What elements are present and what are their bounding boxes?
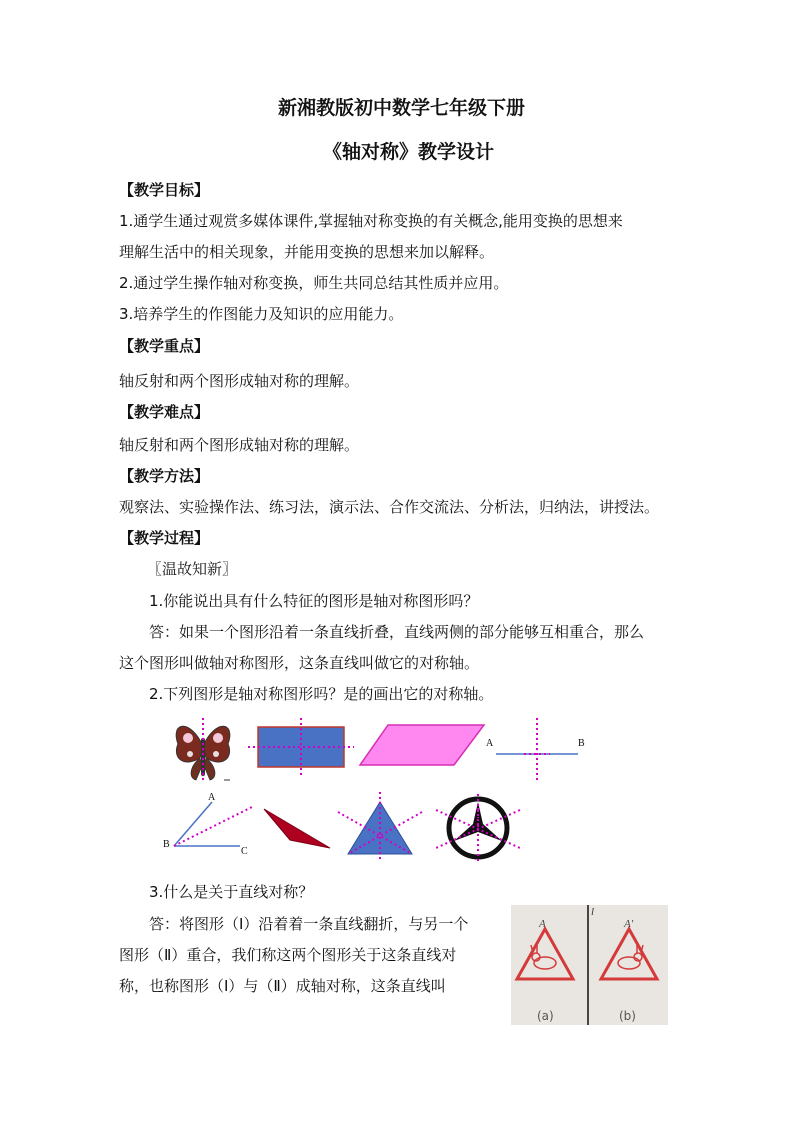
parallelogram-figure [358,722,486,768]
key-text: 轴反射和两个图形成轴对称的理解。 [119,372,360,390]
section-difficulty-heading: 【教学难点】 [119,403,210,421]
question-3: 3.什么是关于直线对称？ [149,883,314,901]
equilateral-triangle-figure [334,792,426,862]
scalene-triangle-figure [262,806,334,852]
goal-1-line-1: 1.通学生通过观赏多媒体课件,掌握轴对称变换的有关概念,能用变换的思想来 [119,212,623,230]
goal-3: 3.培养学生的作图能力及知识的应用能力。 [119,305,404,323]
answer-3-line-2: 图形（Ⅱ）重合，我们称这两个图形关于这条直线对 [119,946,457,964]
label-seg-b: B [578,738,585,749]
method-text: 观察法、实验操作法、练习法，演示法、合作交流法、分析法，归纳法，讲授法。 [119,498,660,516]
page-title: 新湘教版初中数学七年级下册 [278,97,526,119]
question-2: 2.下列图形是轴对称图形吗？是的画出它的对称轴。 [149,685,494,703]
review-label: 〖温故知新〗 [147,560,238,578]
goal-1-line-2: 理解生活中的相关现象，并能用变换的思想来加以解释。 [119,243,495,261]
answer-1-line-2: 这个图形叫做轴对称图形，这条直线叫做它的对称轴。 [119,654,480,672]
axis-reflection-photo [511,905,668,1025]
label-line-l: l [591,906,595,918]
rectangle-figure [248,718,358,778]
section-key-heading: 【教学重点】 [119,337,210,355]
butterfly-axis [201,718,205,782]
page-subtitle: 《轴对称》教学设计 [323,141,495,163]
angle-abc-figure [160,792,256,858]
label-photo-a-prime: A′ [624,918,634,930]
label-seg-a: A [486,738,494,749]
answer-3-line-3: 称，也称图形（Ⅰ）与（Ⅱ）成轴对称，这条直线叫 [119,977,446,995]
label-photo-a: A [539,918,546,930]
label-ang-a: A [208,792,216,803]
label-ang-c: C [241,846,248,857]
difficulty-text: 轴反射和两个图形成轴对称的理解。 [119,436,360,454]
answer-1-line-1: 答：如果一个图形沿着一条直线折叠，直线两侧的部分能够互相重合，那么 [149,623,645,641]
section-method-heading: 【教学方法】 [119,467,210,485]
goal-2: 2.通过学生操作轴对称变换，师生共同总结其性质并应用。 [119,274,509,292]
segment-ab-figure [484,718,592,782]
circle-star-figure [432,790,524,864]
section-goals-heading: 【教学目标】 [119,181,210,199]
label-ang-b: B [163,839,170,850]
caption-b: (b) [619,1009,636,1023]
section-process-heading: 【教学过程】 [119,529,210,547]
answer-3-line-1: 答：将图形（Ⅰ）沿着着一条直线翻折，与另一个 [149,915,469,933]
caption-a: (a) [537,1009,554,1023]
question-1: 1.你能说出具有什么特征的图形是轴对称图形吗？ [149,592,479,610]
